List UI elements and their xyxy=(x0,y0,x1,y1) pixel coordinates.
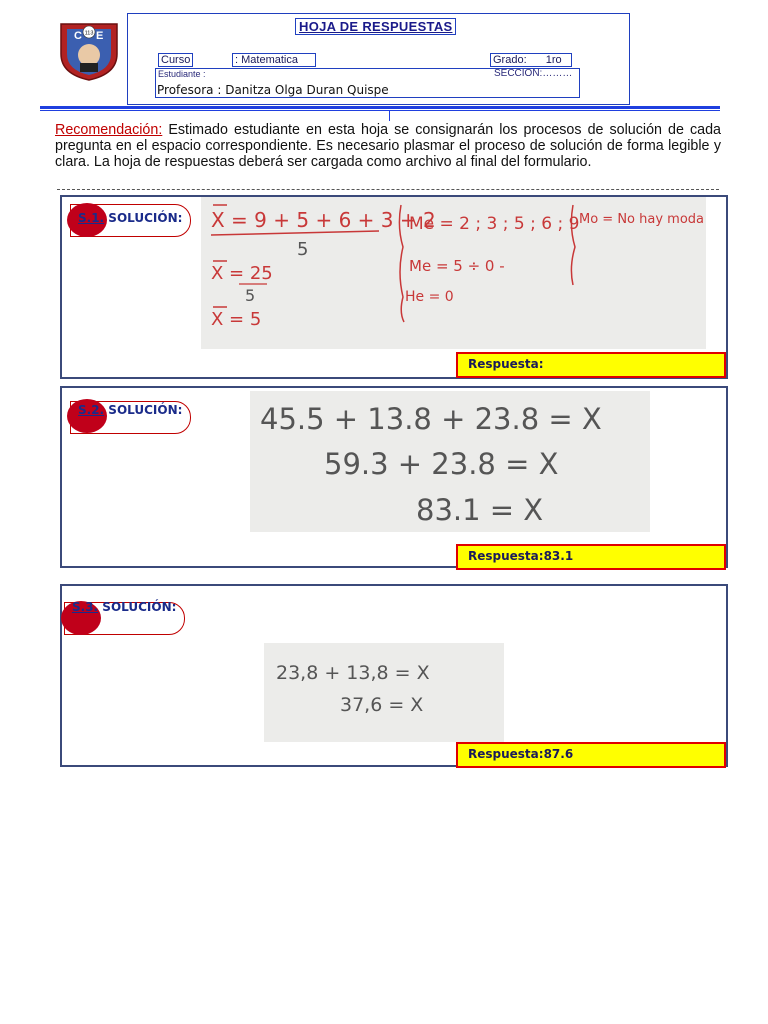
recommendation-paragraph xyxy=(55,122,721,170)
curso-value: : Matematica xyxy=(232,53,316,67)
logo-number: 113 xyxy=(84,30,94,37)
logo-letter-c: C xyxy=(74,30,82,42)
grado-field xyxy=(490,53,572,67)
answer-box-3[interactable]: Respuesta:87.6 xyxy=(456,742,726,768)
mode-result: Mo = No hay moda xyxy=(579,212,705,227)
median-equation-1: Me = 2 ; 3 ; 5 ; 6 ; 9 xyxy=(409,214,580,234)
median-result: He = 0 xyxy=(405,289,454,305)
sum-result: 83.1 = X xyxy=(416,493,544,527)
median-equation-2: Me = 5 ÷ 0 - xyxy=(409,257,505,275)
page-title: HOJA DE RESPUESTAS xyxy=(295,18,456,35)
solution-number-1: S.1. xyxy=(78,211,105,225)
solution-title-3: SOLUCIÓN: xyxy=(102,600,177,614)
solution-label-3 xyxy=(72,600,176,614)
mean-denominator-1: 5 xyxy=(297,239,309,260)
mean-result: X = 5 xyxy=(211,309,262,330)
grado-label: Grado: xyxy=(493,54,527,66)
grado-value: 1ro xyxy=(545,54,562,66)
header-rule xyxy=(40,106,720,109)
logo-letter-e: E xyxy=(96,30,104,42)
solution-number-2: S.2. xyxy=(78,403,105,417)
recommendation-text: Estimado estudiante en esta hoja se consignarán los procesos de solución de cada pregunta en el espacio correspondiente. Es necesario plasmar el proceso de solución de forma legible y clara. La hoja de respuestas deberá ser cargada como archivo al final del formulario. xyxy=(55,122,721,170)
solution-title-1: SOLUCIÓN: xyxy=(108,211,183,225)
dashed-divider xyxy=(57,189,719,190)
add-result: 37,6 = X xyxy=(340,694,424,716)
header-tick-mark xyxy=(389,111,390,121)
profesora-name: Profesora : Danitza Olga Duran Quispe xyxy=(157,83,389,97)
curso-label: Curso xyxy=(158,53,193,67)
answer-box-2[interactable]: Respuesta:83.1 xyxy=(456,544,726,570)
seccion-label: SECCION:……… xyxy=(494,68,573,79)
school-crest-logo xyxy=(58,20,120,82)
add-equation-1: 23,8 + 13,8 = X xyxy=(276,662,430,684)
sum-equation-2: 59.3 + 23.8 = X xyxy=(324,447,559,481)
handwritten-work-3 xyxy=(264,643,504,742)
handwritten-work-1 xyxy=(201,197,706,349)
estudiante-label: Estudiante : xyxy=(158,69,206,79)
solution-label-1 xyxy=(78,211,182,225)
solution-number-3: S.3. xyxy=(72,600,99,614)
handwritten-work-2 xyxy=(250,391,650,532)
answer-box-1[interactable]: Respuesta: xyxy=(456,352,726,378)
mean-denominator-2: 5 xyxy=(245,286,256,305)
recommendation-label: Recomendación: xyxy=(55,122,163,138)
sum-equation-1: 45.5 + 13.8 + 23.8 = X xyxy=(260,402,602,436)
mean-equation-2: X = 25 xyxy=(211,263,273,284)
mean-equation-1: X = 9 + 5 + 6 + 3 + 2 xyxy=(211,208,436,232)
header-rule-thin xyxy=(40,110,720,111)
solution-label-2 xyxy=(78,403,182,417)
solution-title-2: SOLUCIÓN: xyxy=(108,403,183,417)
